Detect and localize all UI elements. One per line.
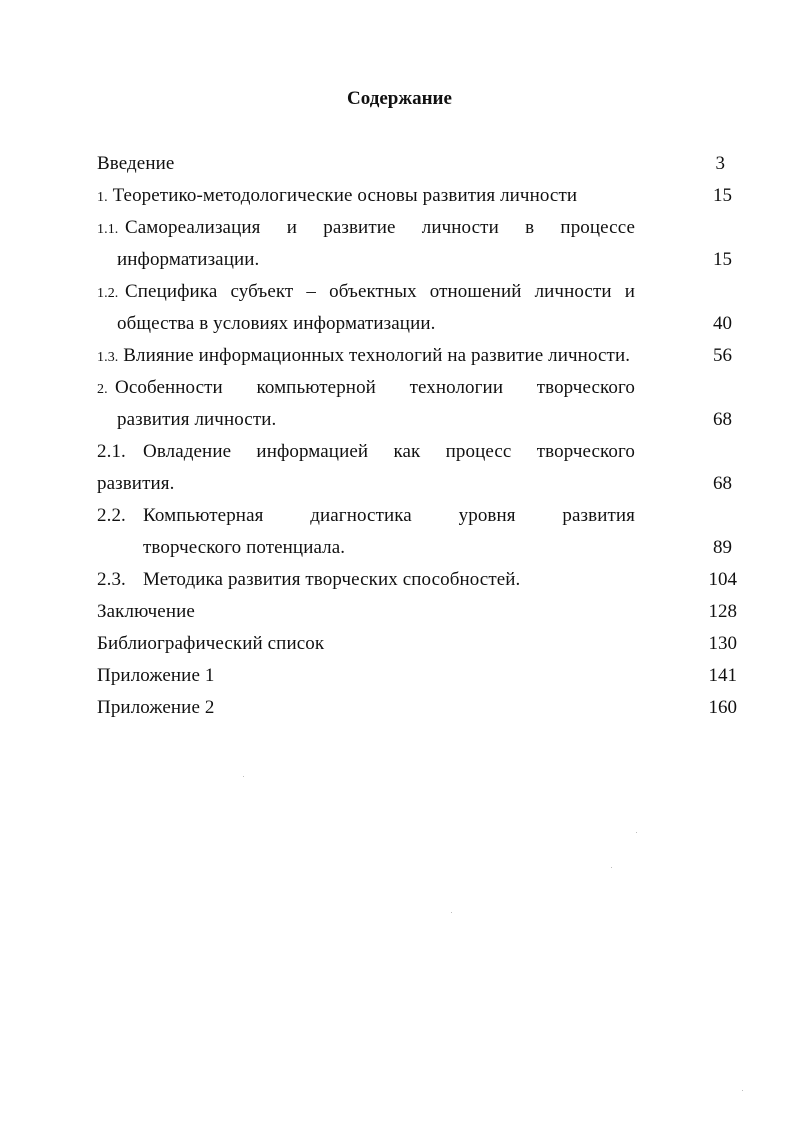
toc-entry-page: 104: [708, 569, 737, 590]
toc-entry-number: 1.1.: [97, 222, 119, 237]
toc-entry-page: 15: [713, 249, 732, 270]
toc-entry-page: 128: [708, 601, 737, 622]
toc-entry-page: 56: [713, 345, 732, 366]
toc-entry-label: Теоретико-методологические основы развития личности: [112, 185, 578, 206]
scan-speck: [742, 1090, 743, 1091]
toc-entry-label: Заключение: [97, 601, 195, 622]
toc-entry-label-continued: творческого потенциала.: [143, 537, 346, 558]
toc-entry-label: Самореализация и развитие личности в процессе: [125, 217, 635, 238]
toc-title: Содержание: [347, 88, 452, 109]
toc-entry-label: Введение: [97, 153, 175, 174]
scan-speck: [451, 912, 452, 913]
toc-entry-label: Компьютерная диагностика уровня развития: [143, 505, 635, 526]
toc-entry-label: Влияние информационных технологий на развитие личности.: [123, 345, 631, 366]
toc-entry-page: 3: [715, 153, 725, 174]
toc-entry-label-continued: развития личности.: [117, 409, 277, 430]
toc-entry-number: 1.3.: [97, 350, 119, 365]
toc-entry-label: Овладение информацией как процесс творческого: [143, 441, 635, 462]
toc-entry-number: 2.1.: [97, 441, 126, 462]
scan-speck: [636, 832, 637, 833]
scan-speck: [243, 776, 244, 777]
toc-entry-number: 2.3.: [97, 569, 126, 590]
toc-entry-label-continued: общества в условиях информатизации.: [117, 313, 436, 334]
toc-entry-page: 89: [713, 537, 732, 558]
toc-entry-label: Специфика субъект – объектных отношений личности и: [125, 281, 635, 302]
toc-entry-page: 141: [708, 665, 737, 686]
toc-entry-page: 15: [713, 185, 732, 206]
toc-entry-label: Методика развития творческих способностей.: [143, 569, 521, 590]
toc-entry-number: 2.: [97, 382, 108, 397]
toc-entry-page: 40: [713, 313, 732, 334]
scan-speck: [611, 867, 612, 868]
toc-entry-page: 68: [713, 409, 732, 430]
toc-entry-label-continued: информатизации.: [117, 249, 260, 270]
toc-entry-label: Приложение 2: [97, 697, 215, 718]
toc-entry-label: Приложение 1: [97, 665, 215, 686]
toc-entry: [97, 184, 577, 210]
toc-entry: [97, 344, 630, 370]
toc-entry-page: 130: [708, 633, 737, 654]
toc-entry-page: 160: [708, 697, 737, 718]
toc-entry-number: 1.: [97, 190, 108, 205]
toc-entry-number: 2.2.: [97, 505, 126, 526]
toc-entry-page: 68: [713, 473, 732, 494]
toc-entry-label: Особенности компьютерной технологии творческого: [115, 377, 635, 398]
toc-entry-number: 1.2.: [97, 286, 119, 301]
toc-entry-label: Библиографический список: [97, 633, 325, 654]
toc-entry-label-continued: развития.: [97, 473, 175, 494]
